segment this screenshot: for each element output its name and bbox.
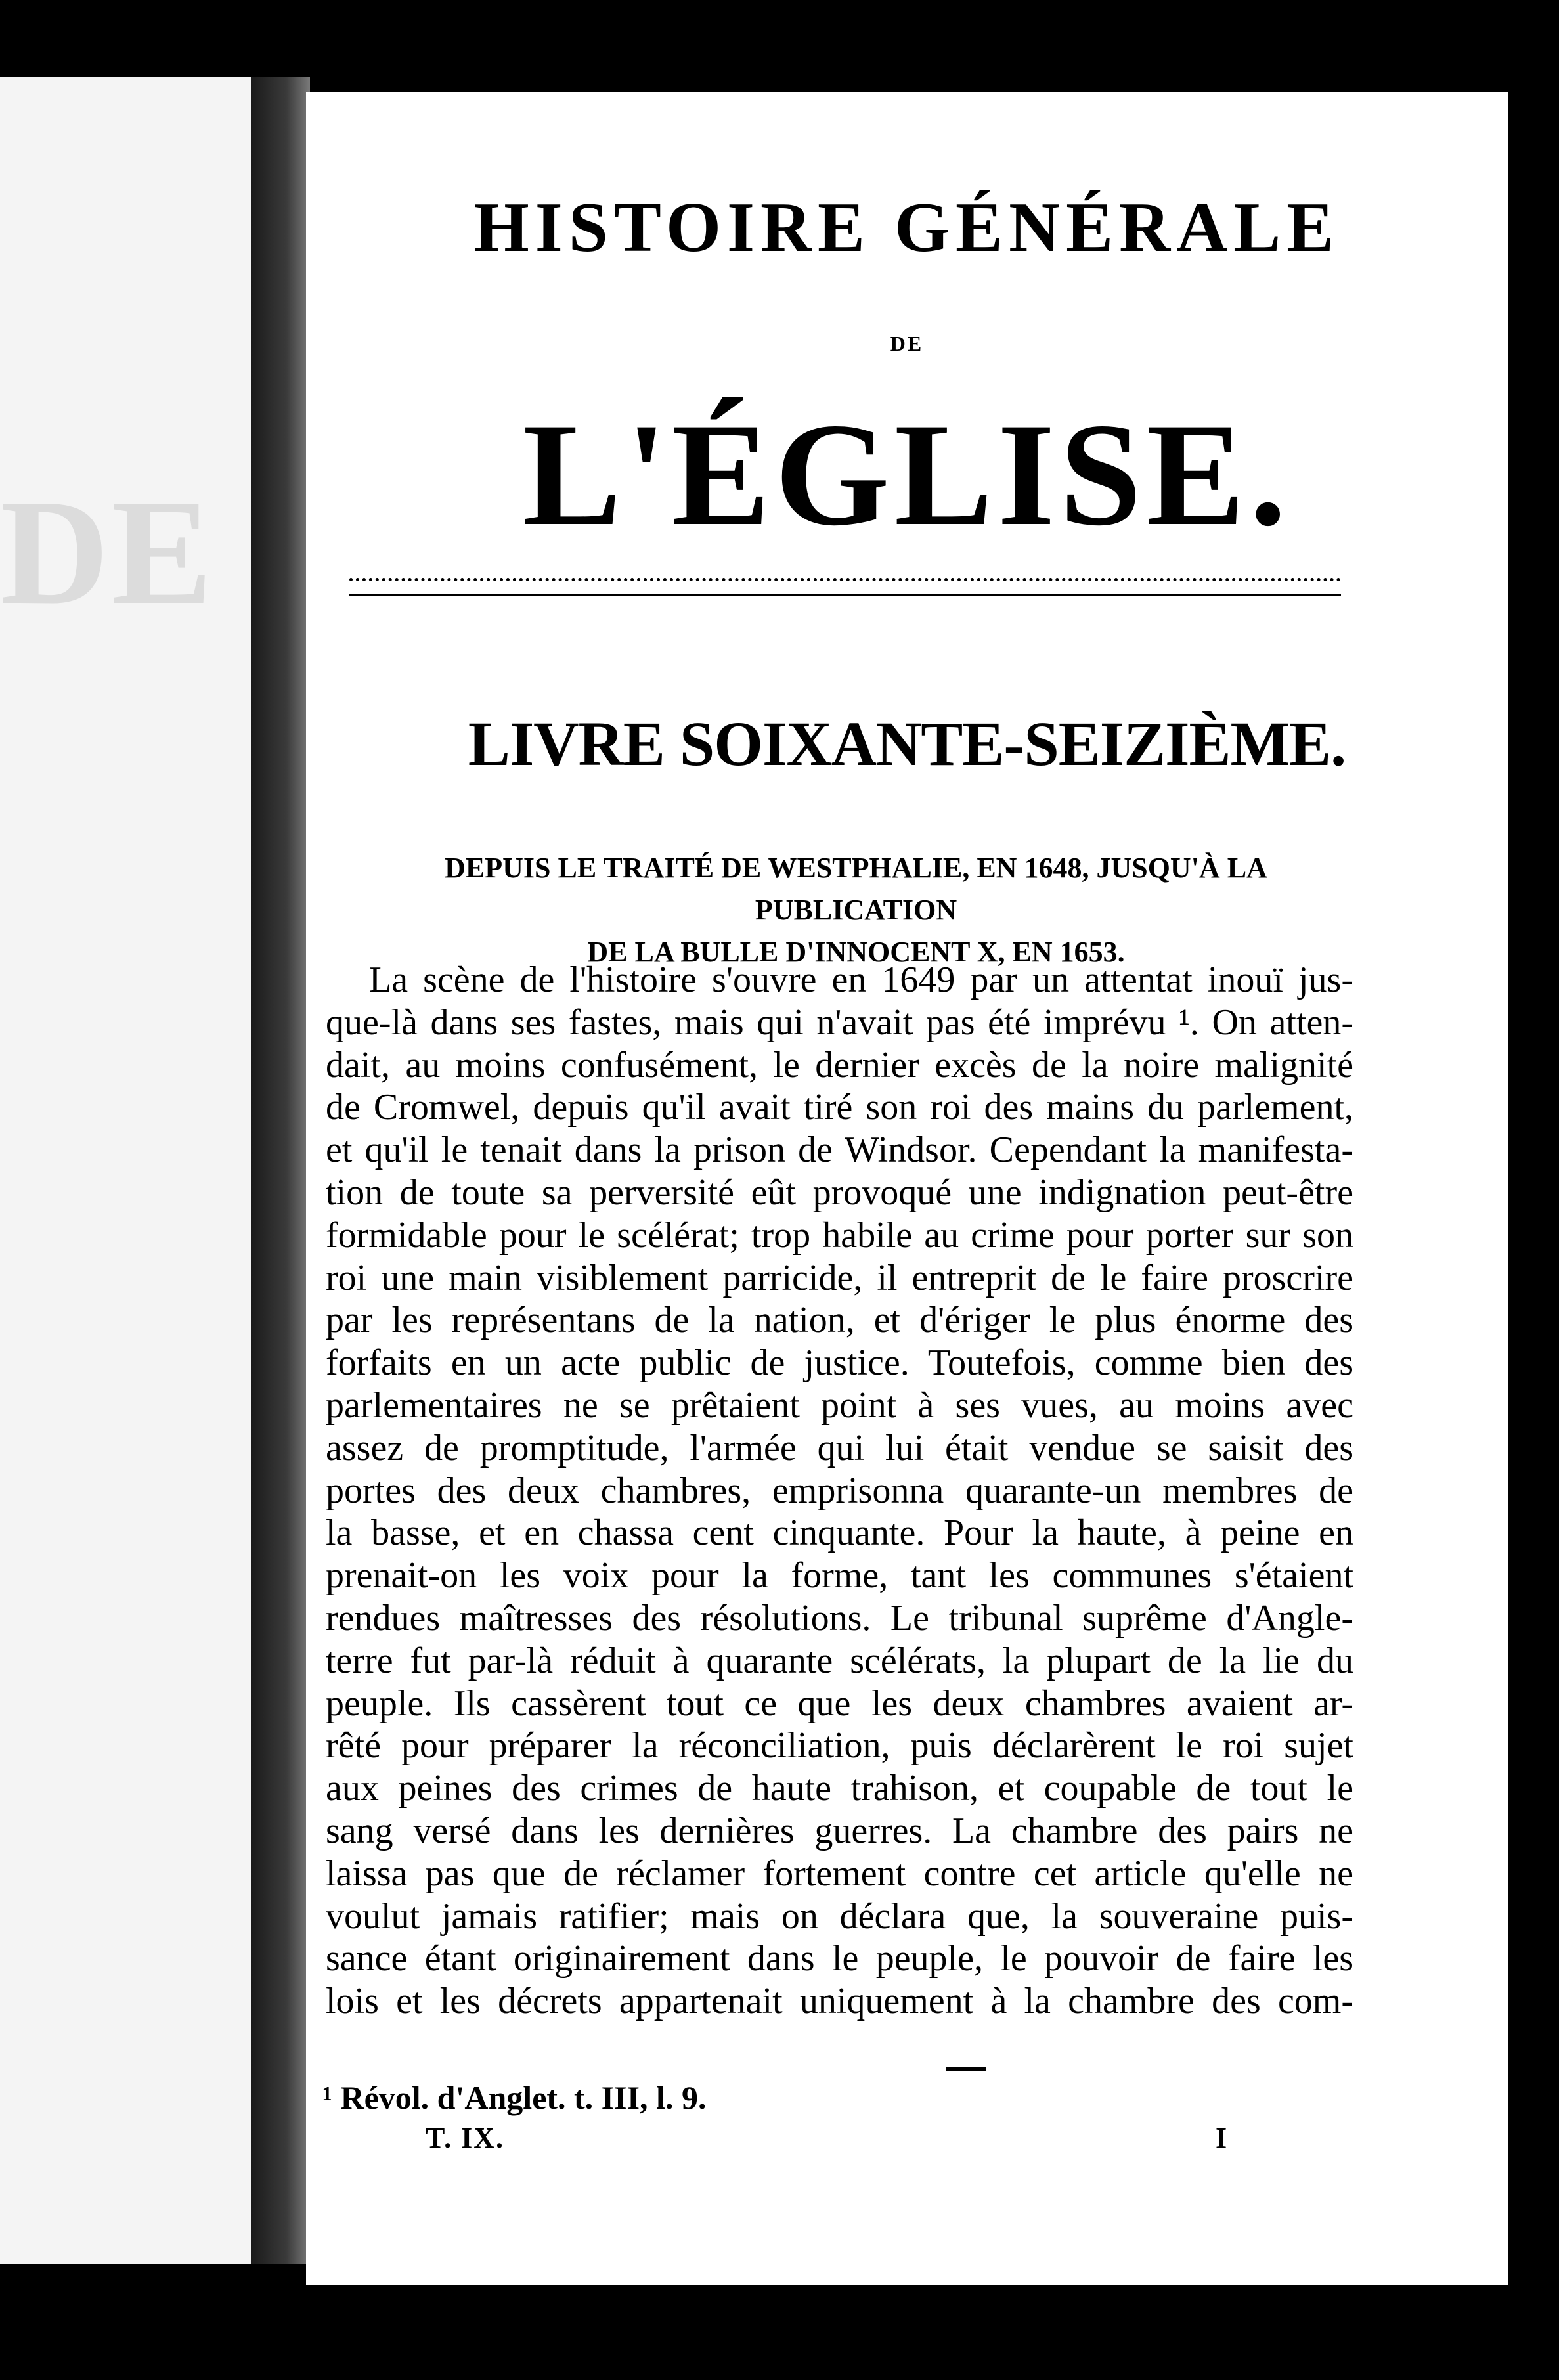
- body-line: la basse, et en chassa cent cinquante. Pour la haute, à peine en: [326, 1512, 1353, 1554]
- subtitle-line-2: DE LA BULLE D'INNOCENT X, EN 1653.: [587, 936, 1125, 968]
- body-line: aux peines des crimes de haute trahison, et coupable de tout le: [326, 1768, 1353, 1809]
- footnote: ¹ Révol. d'Anglet. t. III, l. 9.: [322, 2079, 707, 2116]
- book-gutter: [251, 77, 310, 2264]
- body-line: que-là dans ses fastes, mais qui n'avait pas été imprévu ¹. On atten-: [326, 1002, 1353, 1043]
- body-text: [326, 959, 1353, 2023]
- body-line: rêté pour préparer la réconciliation, puis déclarèrent le roi sujet: [326, 1725, 1353, 1767]
- body-line: sance étant originairement dans le peuple, le pouvoir de faire les: [326, 1938, 1353, 1979]
- body-line: roi une main visiblement parricide, il entreprit de le faire proscrire: [326, 1257, 1353, 1298]
- book-title: LIVRE SOIXANTE-SEIZIÈME.: [468, 709, 1346, 779]
- body-line: tion de toute sa perversité eût provoqué une indignation peut-être: [326, 1172, 1353, 1213]
- body-line: voulut jamais ratifier; mais on déclara que, la souveraine puis-: [326, 1895, 1353, 1937]
- volume-signature: T. IX.: [426, 2122, 504, 2154]
- body-line: dait, au moins confusément, le dernier excès de la noire malignité: [326, 1044, 1353, 1086]
- body-line: forfaits en un acte public de justice. Toutefois, comme bien des: [326, 1342, 1353, 1384]
- body-line: formidable pour le scélérat; trop habile au crime pour porter sur son: [326, 1214, 1353, 1256]
- title-line-2: L'ÉGLISE.: [523, 392, 1291, 556]
- book-page: [306, 92, 1508, 2285]
- body-line: portes des deux chambres, emprisonna quarante-un membres de: [326, 1470, 1353, 1511]
- title-de: DE: [890, 332, 924, 355]
- title-line-1: HISTOIRE GÉNÉRALE: [473, 188, 1340, 267]
- book-subtitle: [345, 847, 1367, 973]
- body-line: et qu'il le tenait dans la prison de Windsor. Cependant la manifesta-: [326, 1130, 1353, 1171]
- body-line: peuple. Ils cassèrent tout ce que les deux chambres avaient ar-: [326, 1683, 1353, 1724]
- body-line: prenait-on les voix pour la forme, tant les communes s'étaient: [326, 1555, 1353, 1597]
- body-line: La scène de l'histoire s'ouvre en 1649 par un attentat inouï jus-: [369, 959, 1353, 1000]
- body-line: laissa pas que de réclamer fortement contre cet article qu'elle ne: [326, 1853, 1353, 1894]
- left-page-edge: [0, 77, 251, 2264]
- footnote-rule: [946, 2067, 986, 2071]
- subtitle-line-1: DEPUIS LE TRAITÉ DE WESTPHALIE, EN 1648, JUSQU'À LA PUBLICATION: [445, 852, 1267, 926]
- left-page-bleed-text: DE: [0, 468, 215, 636]
- body-line: de Cromwel, depuis qu'il avait tiré son roi des mains du parlement,: [326, 1087, 1353, 1128]
- body-line: rendues maîtresses des résolutions. Le tribunal suprême d'Angle-: [326, 1597, 1353, 1639]
- body-line: parlementaires ne se prêtaient point à ses vues, au moins avec: [326, 1384, 1353, 1426]
- sheet-signature: I: [1216, 2122, 1227, 2154]
- body-line: lois et les décrets appartenait uniquement à la chambre des com-: [326, 1981, 1353, 2022]
- body-line: terre fut par-là réduit à quarante scélérats, la plupart de la lie du: [326, 1640, 1353, 1681]
- body-line: assez de promptitude, l'armée qui lui était vendue se saisit des: [326, 1427, 1353, 1468]
- title-divider: [349, 578, 1341, 596]
- body-line: sang versé dans les dernières guerres. La chambre des pairs ne: [326, 1810, 1353, 1851]
- body-line: par les représentans de la nation, et d'ériger le plus énorme des: [326, 1300, 1353, 1341]
